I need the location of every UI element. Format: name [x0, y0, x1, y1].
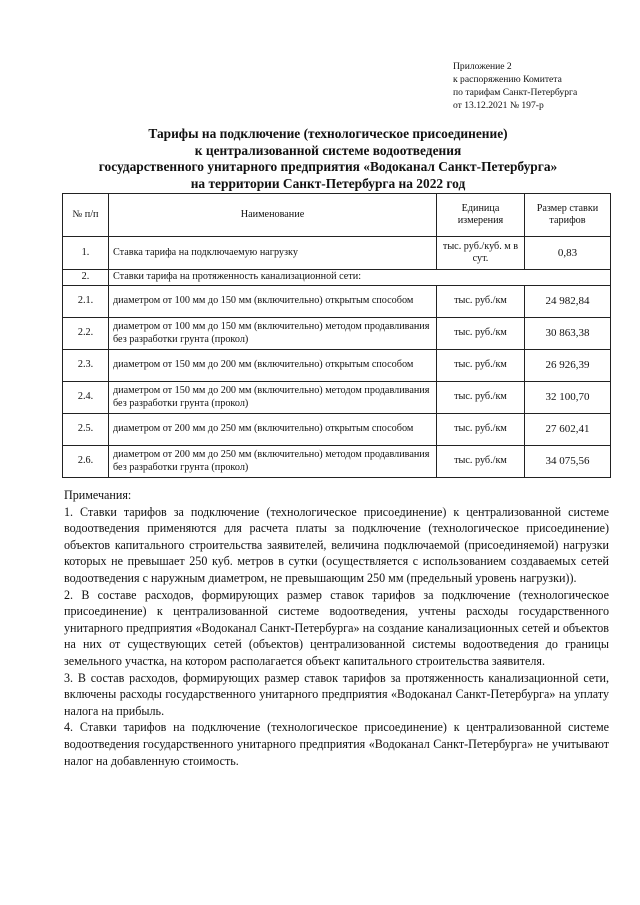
table-row: [63, 286, 611, 318]
row-value: 26 926,39: [525, 350, 611, 382]
appendix-line-1: Приложение 2: [453, 61, 512, 72]
row-value: 34 075,56: [525, 446, 611, 478]
row-value: 32 100,70: [525, 382, 611, 414]
appendix-reference: [453, 60, 633, 112]
tariff-table: [62, 193, 611, 478]
note-1: 1. Ставки тарифов за подключение (технологическое присоединение) к централизованной системе водоотведения применяются для расчета платы за подключение (технологическое присоединение) объектов капитального строительства заявителей, величина подключаемой (присоединяемой) нагрузки которых не превышает 250 куб. метров в сутки (осуществляется с использованием создаваемых сетей водоотведения с наружным диаметром, не превышающим 250 мм (предельный уровень нагрузки)).: [64, 504, 609, 585]
table-row: [63, 350, 611, 382]
appendix-line-4: от 13.12.2021 № 197-р: [453, 100, 544, 111]
row-name: диаметром от 200 мм до 250 мм (включительно) методом продавливания без разработки грунта (прокол): [109, 446, 437, 478]
note-2: 2. В составе расходов, формирующих размер ставок тарифов за подключение (технологическое присоединение) к централизованной системе водоотведения, учтены расходы государственного унитарного предприятия «Водоканал Санкт-Петербурга» на создание канализационных сетей и объектов на них от существующих сетей (объектов) централизованной системы водоотведения до границы земельного участка, на котором располагается объект капитального строительства заявителя.: [64, 587, 609, 668]
table-row: [63, 237, 611, 270]
title-line-3: государственного унитарного предприятия «Водоканал Санкт-Петербурга»: [98, 159, 558, 174]
notes-section: [64, 487, 609, 769]
row-name: диаметром от 200 мм до 250 мм (включительно) открытым способом: [109, 414, 437, 446]
row-unit: тыс. руб./км: [437, 286, 525, 318]
row-num: 2.1.: [63, 286, 109, 318]
table-row: [63, 382, 611, 414]
row-num: 2.: [63, 270, 109, 286]
appendix-line-2: к распоряжению Комитета: [453, 74, 562, 85]
row-num: 1.: [63, 237, 109, 270]
row-name: диаметром от 100 мм до 150 мм (включительно) методом продавливания без разработки грунта (прокол): [109, 318, 437, 350]
row-name: диаметром от 150 мм до 200 мм (включительно) методом продавливания без разработки грунта (прокол): [109, 382, 437, 414]
row-unit: тыс. руб./км: [437, 318, 525, 350]
row-value: 27 602,41: [525, 414, 611, 446]
row-num: 2.5.: [63, 414, 109, 446]
title-line-1: Тарифы на подключение (технологическое присоединение): [148, 126, 508, 141]
table-row: [63, 414, 611, 446]
row-value: 30 863,38: [525, 318, 611, 350]
row-unit: тыс. руб./км: [437, 414, 525, 446]
row-unit: тыс. руб./куб. м в сут.: [437, 237, 525, 270]
table-row: [63, 318, 611, 350]
header-unit: Единица измерения: [437, 194, 525, 237]
row-name: Ставка тарифа на подключаемую нагрузку: [109, 237, 437, 270]
notes-heading: Примечания:: [64, 488, 132, 502]
title-line-2: к централизованной системе водоотведения: [194, 142, 462, 158]
table-header-row: [63, 194, 611, 237]
row-name: диаметром от 100 мм до 150 мм (включительно) открытым способом: [109, 286, 437, 318]
document-title: [40, 126, 616, 192]
note-4: 4. Ставки тарифов на подключение (технологическое присоединение) к централизованной системе водоотведения государственного унитарного предприятия «Водоканал Санкт-Петербурга» не учитывают налог на добавленную стоимость.: [64, 720, 609, 768]
row-name: Ставки тарифа на протяженность канализационной сети:: [109, 270, 611, 286]
row-unit: тыс. руб./км: [437, 350, 525, 382]
table-row: [63, 446, 611, 478]
row-num: 2.4.: [63, 382, 109, 414]
note-3: 3. В состав расходов, формирующих размер ставок тарифов за протяженность канализационной сети, включены расходы государственного унитарного предприятия «Водоканал Санкт-Петербурга» на уплату налога на прибыль.: [64, 670, 609, 718]
row-value: 24 982,84: [525, 286, 611, 318]
appendix-line-3: по тарифам Санкт-Петербурга: [453, 87, 578, 98]
header-num: № п/п: [63, 194, 109, 237]
header-name: Наименование: [109, 194, 437, 237]
row-unit: тыс. руб./км: [437, 382, 525, 414]
row-value: 0,83: [525, 237, 611, 270]
row-num: 2.3.: [63, 350, 109, 382]
row-name: диаметром от 150 мм до 200 мм (включительно) открытым способом: [109, 350, 437, 382]
header-value: Размер ставки тарифов: [525, 194, 611, 237]
row-num: 2.6.: [63, 446, 109, 478]
row-num: 2.2.: [63, 318, 109, 350]
row-unit: тыс. руб./км: [437, 446, 525, 478]
table-row: [63, 270, 611, 286]
title-line-4: на территории Санкт-Петербурга на 2022 год: [190, 175, 466, 191]
